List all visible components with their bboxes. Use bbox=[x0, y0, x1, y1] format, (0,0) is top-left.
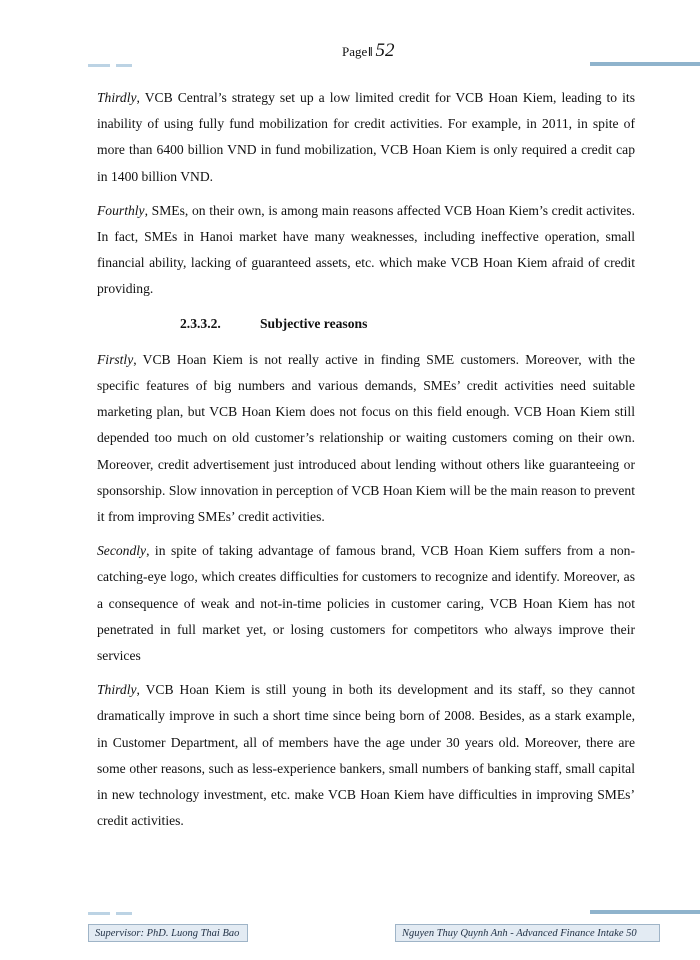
page-word: Page bbox=[342, 44, 368, 59]
paragraph-text: , in spite of taking advantage of famous brand, VCB Hoan Kiem suffers from a non-catching-eye logo, which creates difficulties for customers to recognize and identify. Moreover, as a consequence of weak and not-in-time policies in customer caring, VCB Hoan Kiem has not penetrated in full market yet, or losing customers for competitors who always improve their services bbox=[97, 543, 635, 664]
paragraph-text: , VCB Hoan Kiem is still young in both its development and its staff, so they cannot dramatically improve in such a short time since being born of 2008. Besides, as a stark example, in Customer Department, all of members have the age under 30 years old. Moreover, there are some other reasons, such as less-experience bankers, small numbers of banking staff, small capital in new technology investment, etc. make VCB Hoan Kiem have difficulties in improving SMEs’ credit activities. bbox=[97, 682, 635, 829]
header-rule-segment bbox=[116, 64, 132, 67]
paragraph-secondly bbox=[97, 538, 635, 669]
header-rule-right bbox=[590, 62, 700, 66]
footer-author: Nguyen Thuy Quynh Anh - Advanced Finance Intake 50 bbox=[395, 924, 660, 942]
footer-rule-left bbox=[88, 912, 110, 915]
footer-rule-right bbox=[590, 910, 700, 914]
footer-rule-segment bbox=[116, 912, 132, 915]
paragraph-text: , VCB Hoan Kiem is not really active in finding SME customers. Moreover, with the specific features of big numbers and various demands, SMEs’ credit activities need suitable marketing plan, but VCB Hoan Kiem does not focus on this field enough. VCB Hoan Kiem still depended too much on old customer’s relationship or waiting customers coming on their own. Moreover, credit advertisement just introduced about lending without others like guaranteeing or sponsorship. Slow innovation in perception of VCB Hoan Kiem will be the main reason to prevent it from improving SMEs’ credit activities. bbox=[97, 351, 635, 525]
page-footer bbox=[0, 918, 700, 948]
document-body bbox=[97, 85, 635, 842]
paragraph-fourthly bbox=[97, 198, 635, 303]
paragraph-text: , VCB Central’s strategy set up a low limited credit for VCB Hoan Kiem, leading to its inability of using fully fund mobilization for credit activities. For example, in 2011, in spite of more than 6400 billion VND in fund mobilization, VCB Hoan Kiem is only required a credit cap in 1400 billion VND. bbox=[97, 90, 635, 184]
paragraph-lead: Fourthly bbox=[97, 202, 145, 218]
footer-supervisor: Supervisor: PhD. Luong Thai Bao bbox=[88, 924, 248, 942]
paragraph-thirdly-young bbox=[97, 677, 635, 834]
section-heading bbox=[180, 311, 635, 337]
section-title: Subjective reasons bbox=[260, 315, 368, 331]
paragraph-lead: Thirdly bbox=[97, 90, 137, 105]
page-number-label: Page‖ 52 bbox=[342, 40, 395, 61]
paragraph-firstly bbox=[97, 347, 635, 530]
paragraph-text: , SMEs, on their own, is among main reasons affected VCB Hoan Kiem’s credit activites. In fact, SMEs in Hanoi market have many weaknesses, including ineffective operation, small financial ability, lacking of guaranteed assets, etc. which make VCB Hoan Kiem afraid of credit providing. bbox=[97, 202, 635, 297]
paragraph-thirdly-central bbox=[97, 85, 635, 190]
header-rule-left bbox=[88, 64, 110, 67]
section-number: 2.3.3.2. bbox=[180, 315, 221, 331]
paragraph-lead: Firstly bbox=[97, 351, 134, 367]
page-number: 52 bbox=[375, 40, 395, 61]
paragraph-lead: Secondly bbox=[97, 543, 147, 559]
page-header bbox=[0, 34, 700, 64]
paragraph-lead: Thirdly bbox=[97, 682, 137, 698]
